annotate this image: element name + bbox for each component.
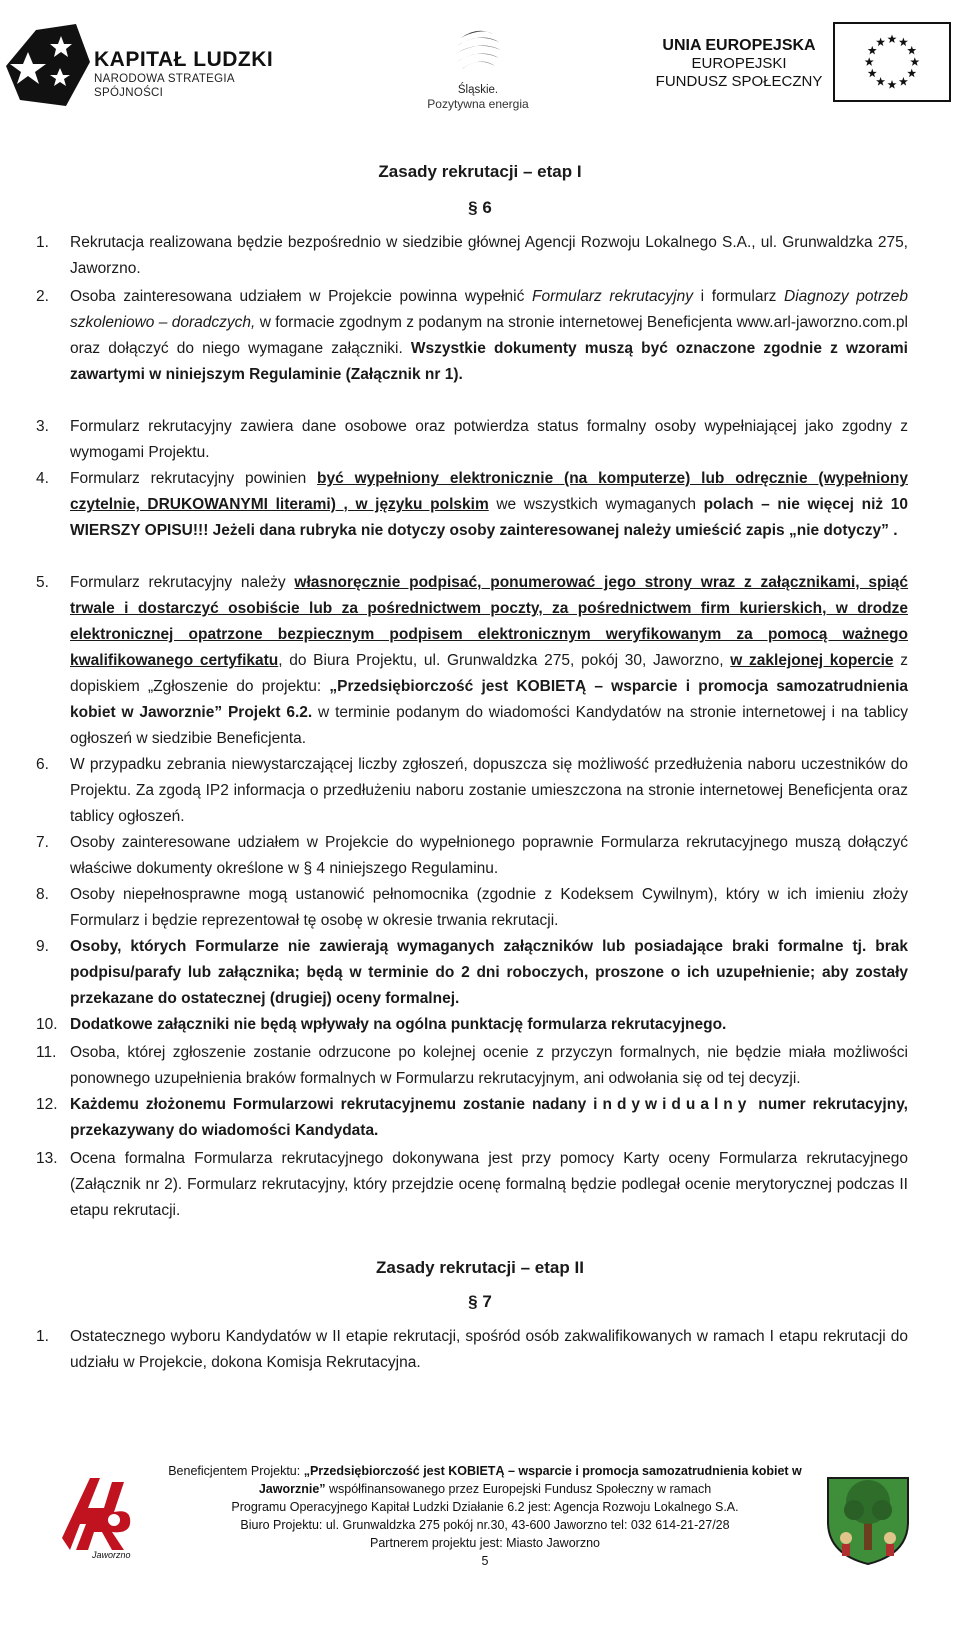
- eu-star-icon: [907, 69, 916, 78]
- eu-star-icon: [868, 46, 877, 55]
- list-number: 2.: [36, 288, 49, 305]
- section2-paragraph-sign: § 7: [468, 1292, 492, 1311]
- arl-logo-text: Jaworzno: [92, 1550, 131, 1560]
- eu-star-icon: [876, 77, 885, 86]
- eu-star-icon: [887, 80, 896, 89]
- footer-line1: Beneficjentem Projektu: „Przedsiębiorczość jest KOBIETĄ – wsparcie i promocja samozatrudnienia kobiet w Jaworznie” współfinansowanego przez Europejski Fundusz Społeczny w ramach: [168, 1464, 802, 1496]
- list-item-9: Osoby, których Formularze nie zawierają wymaganych załączników lub posiadające braki formalne tj. brak podpisu/parafy lub załącznika; będą w terminie do 2 dni roboczych, proszone o ich uzupełnienie; aby zostały przekazane do ostatecznej (drugiej) oceny formalnej.: [70, 938, 908, 1007]
- list-number: 13.: [36, 1150, 58, 1167]
- eu-star-icon: [899, 38, 908, 47]
- list-number: 9.: [36, 938, 49, 955]
- kapital-ludzki-logo: [6, 22, 306, 112]
- list-item-s2-1: Ostatecznego wyboru Kandydatów w II etapie rekrutacji, spośród osób zakwalifikowanych w ramach I etapu rekrutacji do udziału w Projekcie, dokona Komisja Rekrutacyjna.: [70, 1328, 908, 1371]
- list-item-6: W przypadku zebrania niewystarczającej liczby zgłoszeń, dopuszcza się możliwość przedłużenia naboru uczestników do Projektu. Za zgodą IP2 informacja o przedłużeniu naboru zostanie umieszczona na stronie internetowej Beneficjenta oraz tablicy ogłoszeń.: [70, 756, 908, 825]
- list-item-3: Formularz rekrutacyjny zawiera dane osobowe oraz potwierdza status formalny osoby wypełniającej jako zgodny z wymogami Projektu.: [70, 418, 908, 461]
- section1-title: Zasady rekrutacji – etap I: [378, 162, 582, 181]
- list-number: 8.: [36, 886, 49, 903]
- jaworzno-crest-icon: [820, 1472, 916, 1568]
- section2-title: Zasady rekrutacji – etap II: [376, 1258, 584, 1277]
- list-item-13: Ocena formalna Formularza rekrutacyjnego dokonywana jest przy pomocy Karty oceny Formularza rekrutacyjnego (Załącznik nr 2). Formularz rekrutacyjny, który przejdzie ocenę formalną będzie podlegał ocenie merytorycznej podczas II etapu rekrutacji.: [70, 1150, 908, 1219]
- eu-star-icon: [907, 46, 916, 55]
- kapital-ludzki-subtitle: NARODOWA STRATEGIA SPÓJNOŚCI: [94, 73, 235, 99]
- list-item-7: Osoby zainteresowane udziałem w Projekcie do wypełnionego poprawnie Formularza rekrutacyjnego muszą dołączyć właściwe dokumenty określone w § 4 niniejszego Regulaminu.: [70, 834, 908, 877]
- list-item-12: Każdemu złożonemu Formularzowi rekrutacyjnemu zostanie nadany indywidualny numer rekrutacyjny, przekazywany do wiadomości Kandydata.: [70, 1096, 908, 1139]
- header: [0, 0, 960, 140]
- eu-star-icon: [865, 57, 874, 66]
- eu-star-icon: [876, 38, 885, 47]
- section1-paragraph-sign: § 6: [468, 198, 492, 217]
- eu-star-icon: [910, 57, 919, 66]
- slaskie-logo: [408, 24, 548, 120]
- list-number: 12.: [36, 1096, 58, 1113]
- list-number: 11.: [36, 1044, 57, 1061]
- list-number: 7.: [36, 834, 49, 851]
- arl-logo-icon: [52, 1468, 152, 1560]
- slaskie-name: Śląskie.: [457, 84, 499, 96]
- eu-fund-line1: EUROPEJSKI: [691, 55, 787, 72]
- list-number: 1.: [36, 1328, 49, 1345]
- kapital-ludzki-star-icon: [6, 22, 90, 106]
- list-number: 4.: [36, 470, 49, 487]
- list-item-4: Formularz rekrutacyjny powinien być wypełniony elektronicznie (na komputerze) lub odręcznie (wypełniony czytelnie, DRUKOWANYMI literami) , w języku polskim we wszystkich wymaganych polach – nie więcej niż 10 WIERSZY OPISU!!! Jeżeli dana rubryka nie dotyczy osoby zainteresowanej należy umieścić zapis „nie dotyczy” .: [70, 470, 909, 539]
- list-number: 10.: [36, 1016, 58, 1033]
- footer-text: [150, 1462, 820, 1570]
- list-number: 6.: [36, 756, 49, 773]
- list-item-2: Osoba zainteresowana udziałem w Projekcie powinna wypełnić Formularz rekrutacyjny i formularz Diagnozy potrzeb szkoleniowo – doradczych, w formacie zgodnym z podanym na stronie internetowej Beneficjenta www.arl-jaworzno.com.pl oraz dołączyć do niego wymagane załączniki. Wszystkie dokumenty muszą być oznaczone zgodnie z wzorami zawartymi w niniejszym Regulaminie (Załącznik nr 1).: [70, 288, 909, 383]
- list-item-1: Rekrutacja realizowana będzie bezpośrednio w siedzibie głównej Agencji Rozwoju Lokalnego S.A., ul. Grunwaldzka 275, Jaworzno.: [70, 234, 908, 277]
- eu-fund-line2: FUNDUSZ SPOŁECZNY: [655, 73, 823, 90]
- page-number: 5: [481, 1554, 489, 1568]
- kapital-ludzki-title: KAPITAŁ LUDZKI: [94, 48, 274, 71]
- eu-efs-logo: [655, 22, 960, 114]
- slaskie-emblem-icon: [447, 24, 509, 82]
- list-item-11: Osoba, której zgłoszenie zostanie odrzucone po kolejnej ocenie z przyczyn formalnych, nie będzie miała możliwości ponownego uzupełnienia braków formalnych w Formularzu rekrutacyjnym, ani odwołania się od tej decyzji.: [70, 1044, 908, 1087]
- list-item-10: Dodatkowe załączniki nie będą wpływały na ogólna punktację formularza rekrutacyjnego.: [70, 1016, 727, 1033]
- slaskie-slogan: Pozytywna energia: [427, 97, 529, 111]
- footer-line3: Biuro Projektu: ul. Grunwaldzka 275 pokój nr.30, 43-600 Jaworzno tel: 032 614-21-27/28: [240, 1518, 730, 1532]
- eu-title: UNIA EUROPEJSKA: [662, 37, 816, 54]
- list-number: 3.: [36, 418, 49, 435]
- footer-line4: Partnerem projektu jest: Miasto Jaworzno: [370, 1536, 600, 1550]
- list-number: 5.: [36, 574, 49, 591]
- list-item-8: Osoby niepełnosprawne mogą ustanowić pełnomocnika (zgodnie z Kodeksem Cywilnym), który w ich imieniu złoży Formularz i będzie reprezentował tę osobę w okresie trwania rekrutacji.: [70, 886, 908, 929]
- list-item-5: Formularz rekrutacyjny należy własnoręcznie podpisać, ponumerować jego strony wraz z załącznikami, spiąć trwale i dostarczyć osobiście lub za pośrednictwem poczty, za pośrednictwem firm kurierskich, w drodze elektronicznej opatrzone bezpiecznym podpisem elektronicznym weryfikowanym za pomocą ważnego kwalifikowanego certyfikatu, do Biura Projektu, ul. Grunwaldzka 275, pokój 30, Jaworzno, w zaklejonej kopercie z dopiskiem „Zgłoszenie do projektu: „Przedsiębiorczość jest KOBIETĄ – wsparcie i promocja samozatrudnienia kobiet w Jaworznie” Projekt 6.2. w terminie podanym do wiadomości Kandydatów na stronie internetowej i na tablicy ogłoszeń w siedzibie Beneficjenta.: [70, 574, 909, 747]
- eu-flag-icon: [833, 22, 951, 102]
- footer-line2: Programu Operacyjnego Kapitał Ludzki Działanie 6.2 jest: Agencja Rozwoju Lokalnego S.A.: [231, 1500, 739, 1514]
- list-number: 1.: [36, 234, 49, 251]
- eu-star-icon: [868, 69, 877, 78]
- eu-star-icon: [899, 77, 908, 86]
- eu-star-icon: [887, 34, 896, 43]
